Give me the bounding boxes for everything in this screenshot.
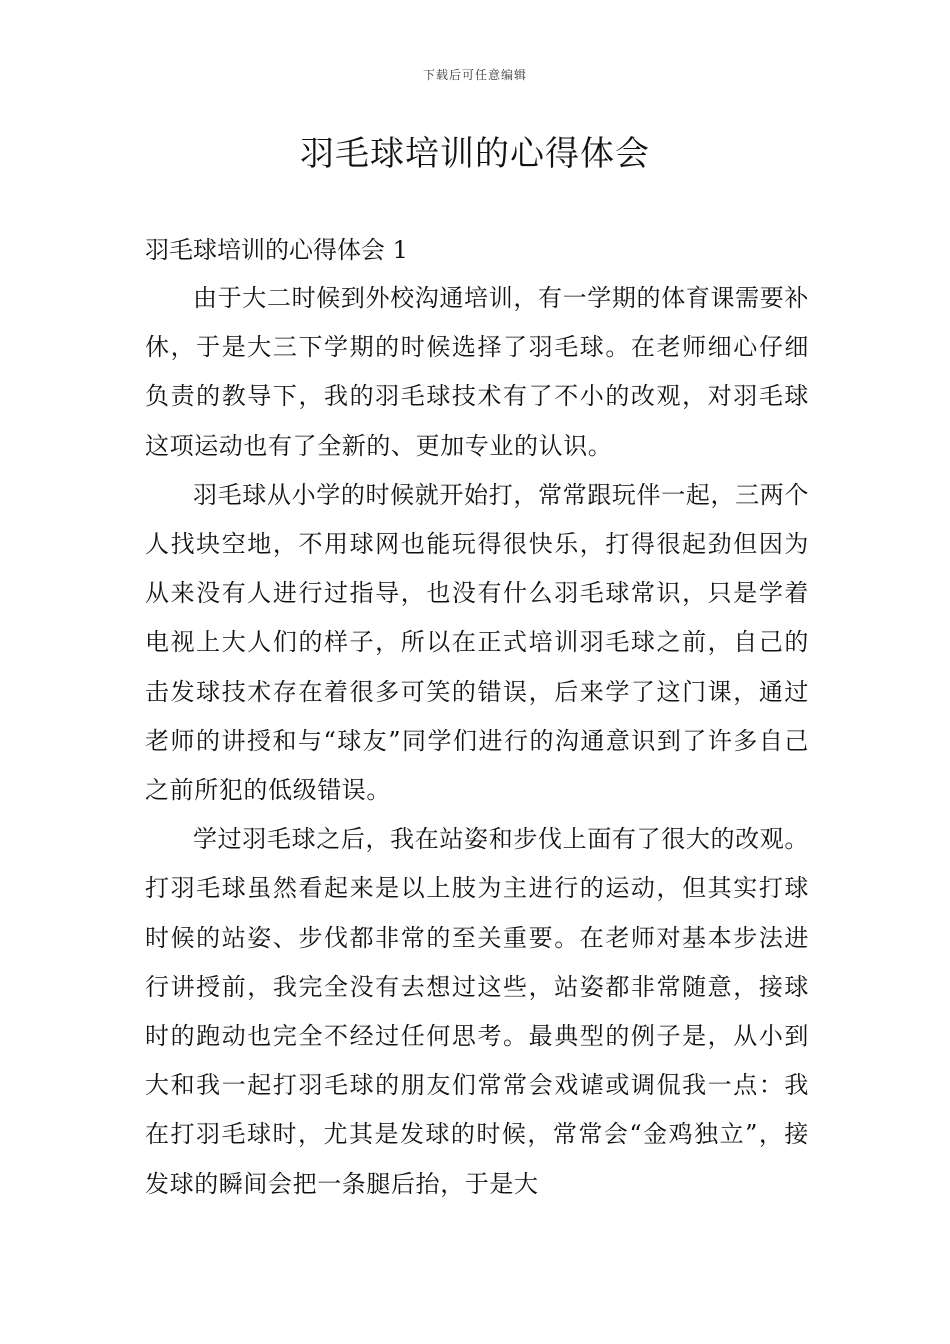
document-body: [145, 226, 809, 1209]
document-title: 羽毛球培训的心得体会: [300, 134, 650, 174]
paragraph-1: 由于大二时候到外校沟通培训，有一学期的体育课需要补休，于是大三下学期的时候选择了羽毛球。在老师细心仔细负责的教导下，我的羽毛球技术有了不小的改观，对羽毛球这项运动也有了全新的、更加专业的认识。: [145, 284, 809, 460]
header-note: 下载后可任意编辑: [422, 68, 527, 82]
paragraph-2: 羽毛球从小学的时候就开始打，常常跟玩伴一起，三两个人找块空地，不用球网也能玩得很快乐，打得很起劲但因为从来没有人进行过指导，也没有什么羽毛球常识，只是学着电视上大人们的样子，所以在正式培训羽毛球之前，自己的击发球技术存在着很多可笑的错误，后来学了这门课，通过老师的讲授和与“球友”同学们进行的沟通意识到了许多自己之前所犯的低级错误。: [145, 480, 809, 805]
section-subtitle: 羽毛球培训的心得体会 1: [145, 236, 408, 264]
paragraph-3: 学过羽毛球之后，我在站姿和步伐上面有了很大的改观。打羽毛球虽然看起来是以上肢为主进行的运动，但其实打球时候的站姿、步伐都非常的至关重要。在老师对基本步法进行讲授前，我完全没有去想过这些，站姿都非常随意，接球时的跑动也完全不经过任何思考。最典型的例子是，从小到大和我一起打羽毛球的朋友们常常会戏谑或调侃我一点：我在打羽毛球时，尤其是发球的时候，常常会“金鸡独立”，接发球的瞬间会把一条腿后抬，于是大: [145, 825, 809, 1198]
